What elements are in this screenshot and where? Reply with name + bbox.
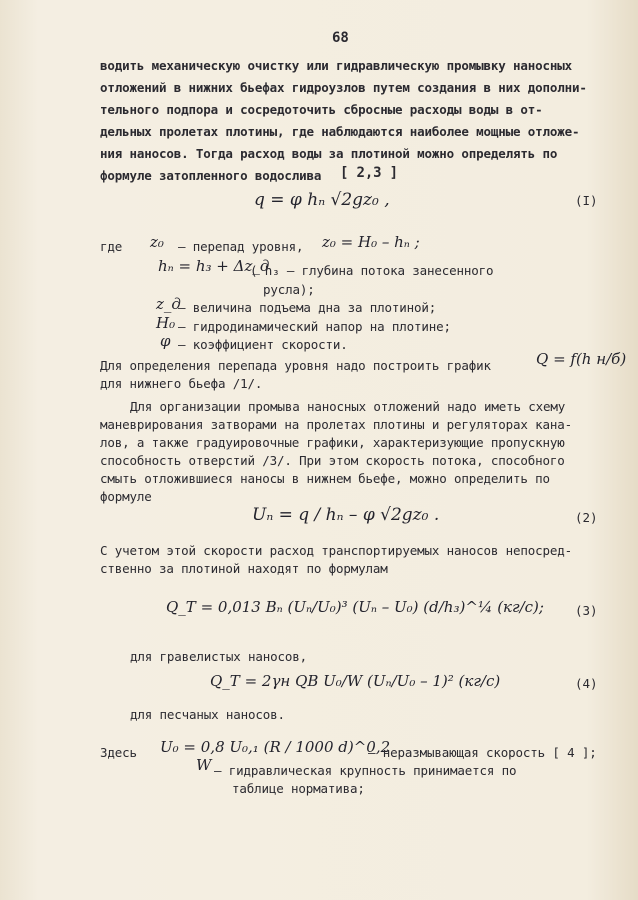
formula-1: q = φ hₙ √2gz₀ , — [254, 190, 390, 210]
def-text: – перепад уровня, — [178, 239, 304, 254]
text-line: ственно за плотиной находят по формулам — [100, 561, 388, 576]
equation-number-4: (4) — [575, 676, 598, 691]
def-symbol: φ — [160, 332, 171, 350]
text-line: тельного подпора и сосредоточить сбросные расходы воды в от- — [100, 102, 543, 117]
here-label: Здесь — [100, 745, 137, 760]
text-line: формуле — [100, 489, 152, 504]
text-line: – гидравлическая крупность принимается по — [214, 763, 517, 778]
w-symbol: W — [196, 756, 212, 774]
def-symbol: H₀ — [156, 314, 176, 332]
def-text: – гидродинамический напор на плотине; — [178, 319, 451, 334]
page-number: 68 — [332, 30, 349, 46]
text-line: маневрирования затворами на пролетах плотины и регуляторах кана- — [100, 417, 573, 432]
equation-number-3: (3) — [575, 603, 598, 618]
text-line: дельных пролетах плотины, где наблюдаются наиболее мощные отложе- — [100, 124, 580, 139]
text-line: формуле затопленного водослива — [100, 168, 322, 183]
formula-2: Uₙ = q / hₙ – φ √2gz₀ . — [252, 505, 440, 525]
text-line: С учетом этой скорости расход транспортируемых наносов непосред- — [100, 543, 573, 558]
text-line: способность отверстий /3/. При этом скорость потока, способного — [100, 453, 565, 468]
equation-number-1: (I) — [575, 193, 598, 208]
text-line: Для организации промыва наносных отложений надо иметь схему — [130, 399, 566, 414]
formula-4: Q_T = 2γн QB U₀/W (Uₙ/U₀ – 1)² (кг/с) — [210, 672, 501, 690]
formula-3: Q_T = 0,013 Bₙ (Uₙ/U₀)³ (Uₙ – U₀) (d/h₃)^¼ (кг/с); — [166, 598, 544, 616]
text-line: отложений в нижних бьефах гидроузлов путем создания в них дополни- — [100, 80, 587, 95]
where-label: где — [100, 239, 123, 254]
sand-label: для песчаных наносов. — [130, 707, 285, 722]
text-line: ния наносов. Тогда расход воды за плотиной можно определять по — [100, 146, 558, 161]
def-text: русла); — [263, 282, 315, 297]
text-line: лов, а также градуировочные графики, характеризующие пропускную — [100, 435, 565, 450]
text-line: – неразмывающая скорость [ 4 ]; — [368, 745, 597, 760]
text-line: смыть отложившиеся наносы в нижнем бьефе, можно определить по — [100, 471, 550, 486]
formula-5: U₀ = 0,8 U₀,₁ (R / 1000 d)^0,2 — [160, 738, 391, 756]
gravel-label: для гравелистых наносов, — [130, 649, 308, 664]
def-symbol: z_д — [156, 295, 181, 313]
def-text: – коэффициент скорости. — [178, 337, 348, 352]
text-line: Для определения перепада уровня надо построить график — [100, 358, 491, 373]
text-line: водить механическую очистку или гидравлическую промывку наносных — [100, 58, 573, 73]
def-symbol: z₀ — [150, 233, 164, 251]
graph-formula: Q = f(h н/б) — [536, 350, 627, 368]
equation-number-2: (2) — [575, 510, 598, 525]
def-formula: z₀ = H₀ – hₙ ; — [322, 233, 420, 251]
text-line: для нижнего бьефа /1/. — [100, 376, 263, 391]
reference-2-3: [ 2,3 ] — [340, 165, 398, 181]
def-text: ( h₃ – глубина потока занесенного — [250, 263, 494, 278]
def-text: – величина подъема дна за плотиной; — [178, 300, 437, 315]
text-line: таблице норматива; — [232, 781, 365, 796]
def-symbol: hₙ = h₃ + Δz_д — [158, 257, 270, 275]
